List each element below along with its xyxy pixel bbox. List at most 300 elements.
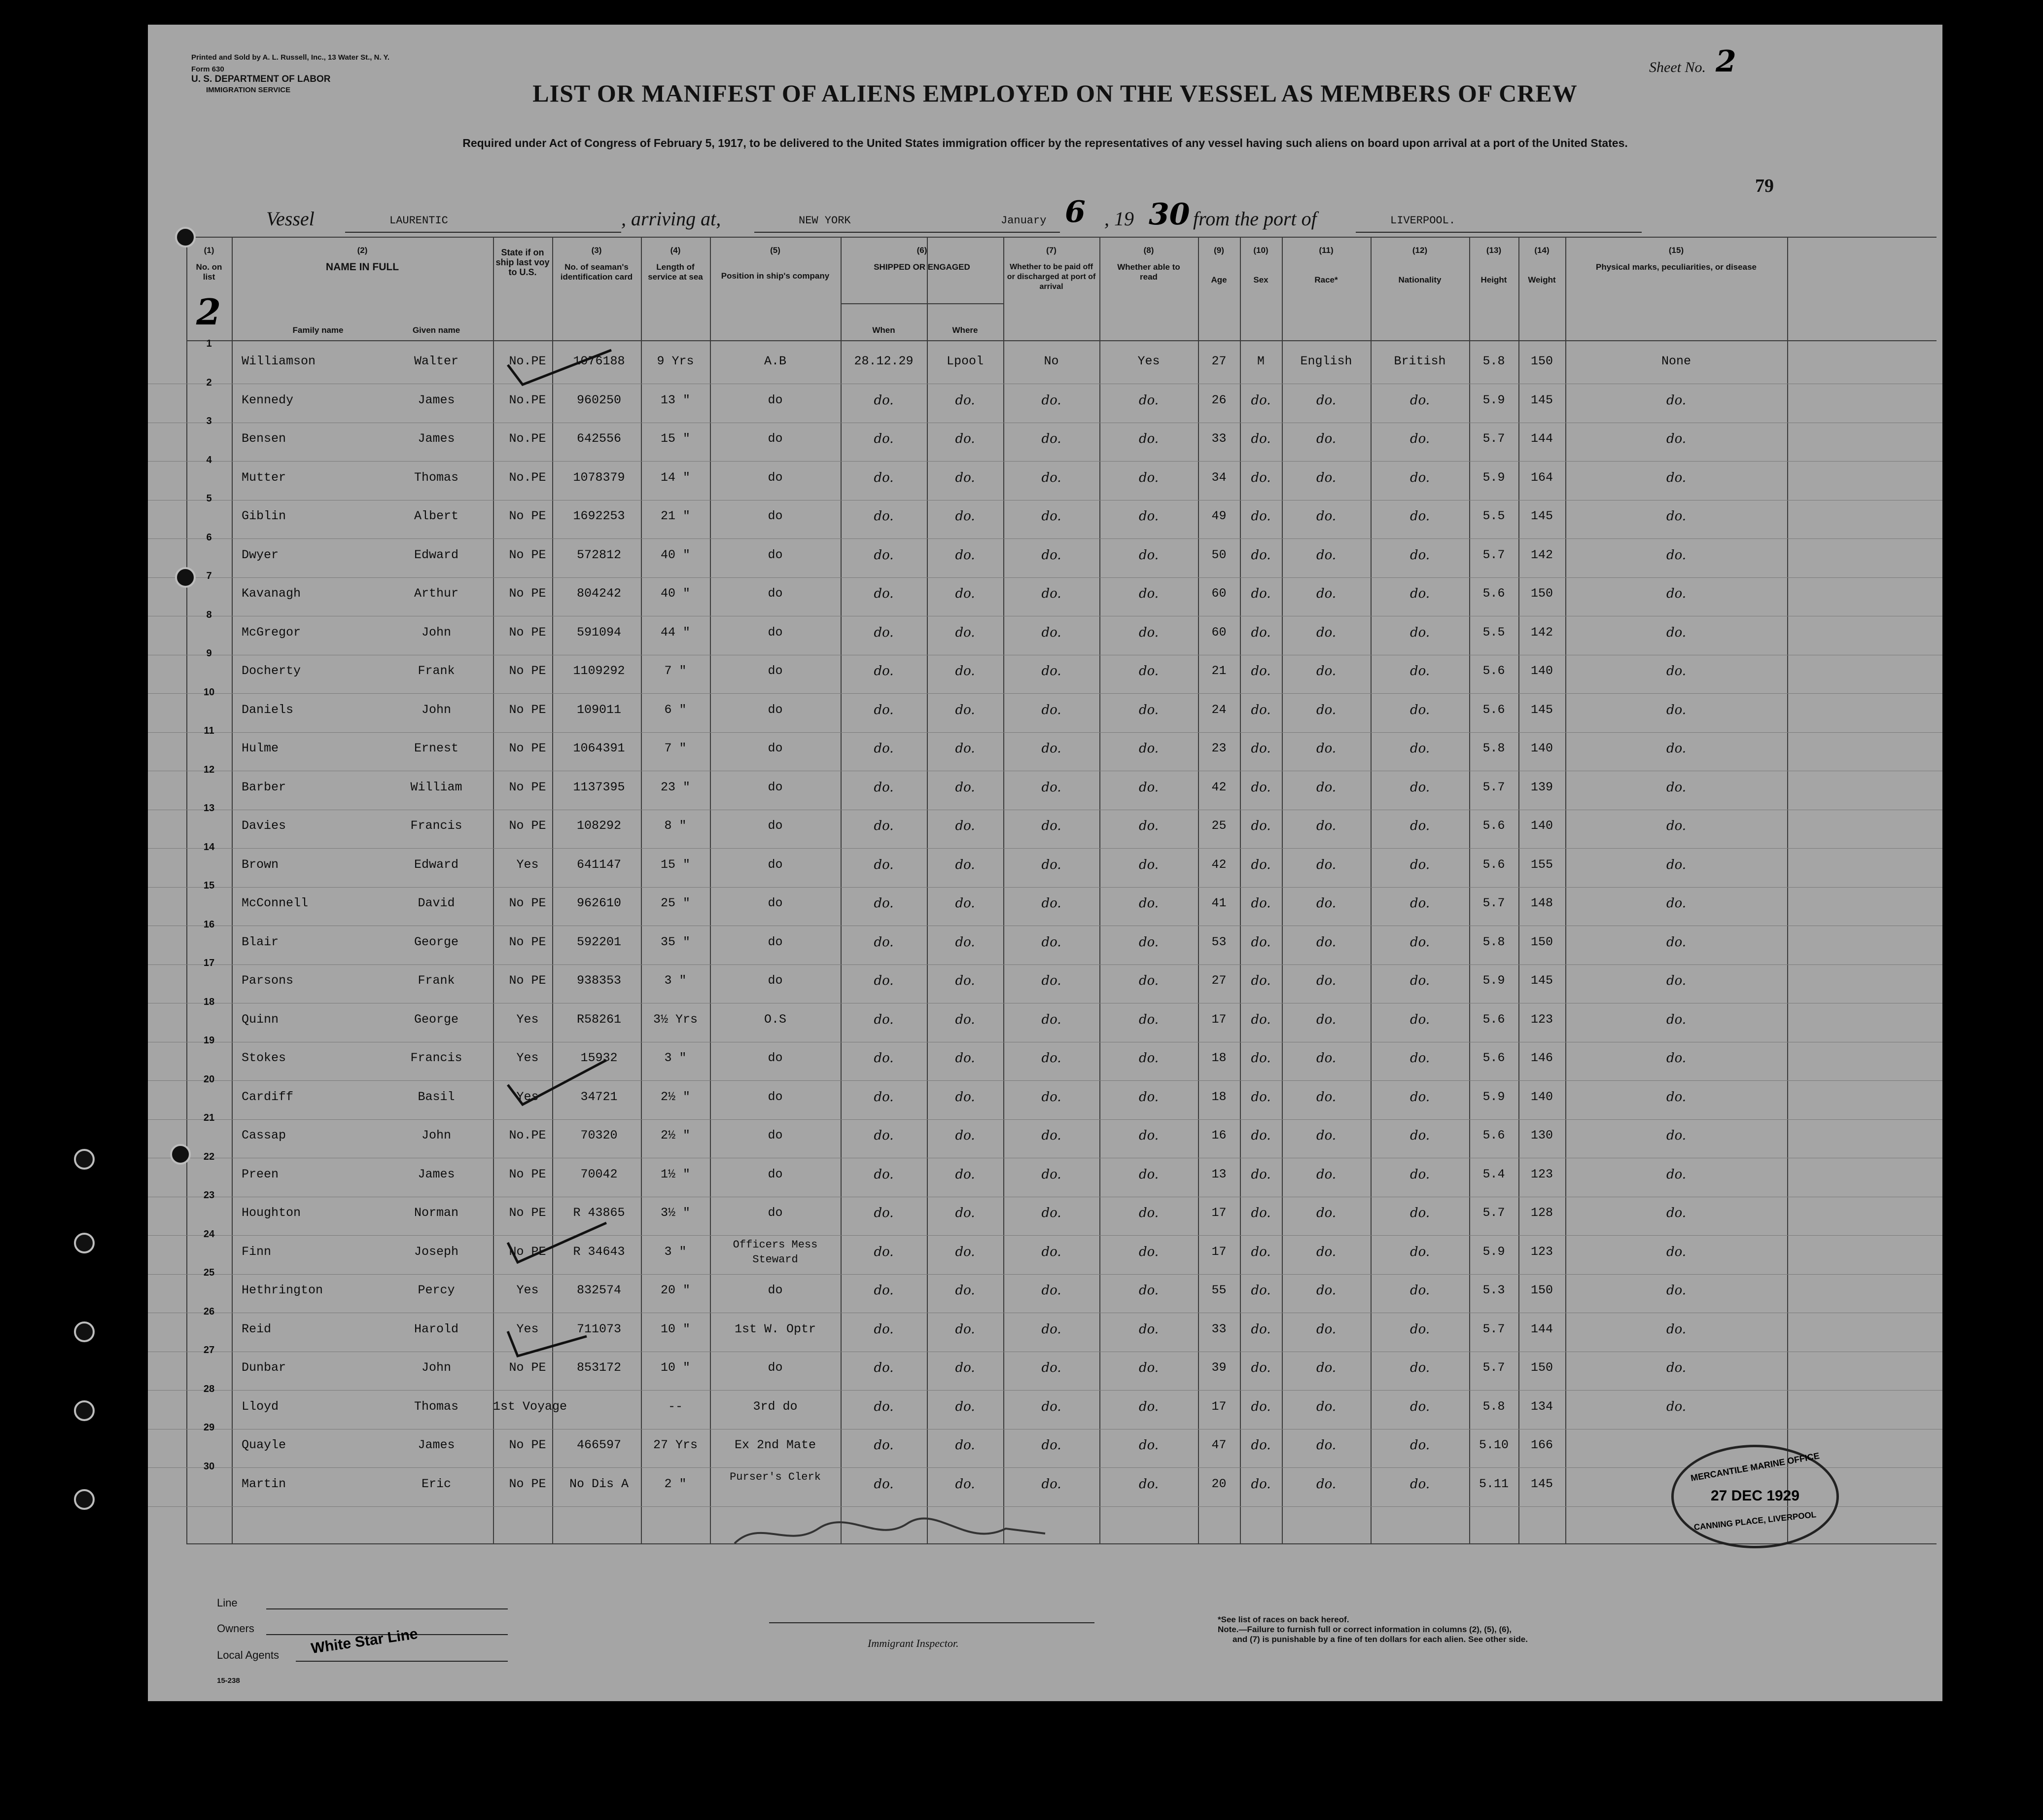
cell-family: Stokes bbox=[242, 1051, 286, 1065]
cell-race: do. bbox=[1316, 547, 1337, 563]
cell-nat: do. bbox=[1409, 1399, 1430, 1414]
cell-card: 1692253 bbox=[573, 509, 625, 523]
cell-n: 20 bbox=[203, 1073, 215, 1085]
cell-n: 28 bbox=[203, 1383, 215, 1394]
cell-position: do bbox=[768, 973, 783, 988]
cell-paid: do. bbox=[1041, 393, 1061, 408]
cell-card: No Dis A bbox=[569, 1476, 629, 1491]
cell-when: do. bbox=[874, 1244, 894, 1259]
cell-last: No PE bbox=[509, 702, 546, 717]
cell-when: do. bbox=[874, 1128, 894, 1143]
col1-num: (1) bbox=[204, 246, 214, 255]
cell-n: 29 bbox=[203, 1422, 215, 1433]
cell-race: do. bbox=[1316, 625, 1337, 640]
cell-when: do. bbox=[874, 857, 894, 872]
cell-given: Walter bbox=[414, 354, 458, 368]
col3-num: (3) bbox=[591, 246, 602, 255]
cell-family: Dwyer bbox=[242, 547, 279, 562]
cell-race: do. bbox=[1316, 509, 1337, 524]
cell-when: do. bbox=[874, 664, 894, 678]
cell-height: 5.7 bbox=[1482, 547, 1505, 562]
cell-marks: do. bbox=[1666, 702, 1687, 717]
cell-family: Quayle bbox=[242, 1438, 286, 1452]
seal-bottom-text: CANNING PLACE, LIVERPOOL bbox=[1693, 1510, 1817, 1532]
cell-marks: do. bbox=[1666, 973, 1687, 988]
cell-sex: do. bbox=[1251, 1244, 1271, 1259]
cell-position: Officers Mess Steward bbox=[733, 1238, 818, 1266]
cell-card: 1137395 bbox=[573, 780, 625, 794]
cell-height: 5.4 bbox=[1482, 1167, 1505, 1181]
punch-hole bbox=[74, 1489, 95, 1510]
cell-family: Houghton bbox=[242, 1206, 301, 1220]
cell-position: do bbox=[768, 1051, 783, 1065]
cell-age: 17 bbox=[1211, 1244, 1227, 1259]
cell-given: James bbox=[418, 1167, 455, 1181]
cell-height: 5.6 bbox=[1482, 586, 1505, 601]
page-number: 79 bbox=[1755, 176, 1774, 196]
cell-race: do. bbox=[1316, 780, 1337, 795]
cell-card: 591094 bbox=[576, 625, 621, 640]
cell-nat: do. bbox=[1409, 1476, 1430, 1492]
cell-weight: 150 bbox=[1530, 1283, 1553, 1297]
cell-given: Frank bbox=[418, 973, 455, 988]
col10-num: (10) bbox=[1253, 246, 1268, 255]
cell-race: do. bbox=[1316, 1244, 1337, 1259]
cell-position: do bbox=[768, 1089, 783, 1104]
cell-n: 25 bbox=[203, 1267, 215, 1278]
cell-race: English bbox=[1300, 354, 1352, 368]
cell-height: 5.9 bbox=[1482, 1089, 1505, 1104]
cell-height: 5.6 bbox=[1482, 857, 1505, 872]
cell-sex: do. bbox=[1251, 1283, 1271, 1298]
cell-where: do. bbox=[955, 1012, 975, 1027]
cell-card: 15932 bbox=[580, 1051, 618, 1065]
cell-weight: 150 bbox=[1530, 354, 1553, 368]
cell-last: Yes bbox=[516, 1051, 539, 1065]
cell-n: 16 bbox=[203, 919, 215, 930]
cell-position: do bbox=[768, 547, 783, 562]
cell-where: do. bbox=[955, 1128, 975, 1143]
inspector-signature-scribble bbox=[730, 1514, 1075, 1553]
table-row bbox=[148, 1267, 1942, 1313]
cell-age: 27 bbox=[1211, 973, 1227, 988]
cell-service: 2 " bbox=[664, 1476, 687, 1491]
col15-num: (15) bbox=[1668, 246, 1684, 255]
cell-family: Hethrington bbox=[242, 1283, 323, 1297]
owners-label: Owners bbox=[217, 1622, 254, 1635]
cell-position: do bbox=[768, 664, 783, 678]
table-row bbox=[148, 454, 1942, 500]
cell-height: 5.9 bbox=[1482, 393, 1505, 407]
family-name-header: Family name bbox=[292, 325, 344, 335]
cell-read: do. bbox=[1138, 702, 1159, 717]
cell-nat: do. bbox=[1409, 702, 1430, 717]
cell-family: Parsons bbox=[242, 973, 294, 988]
cell-race: do. bbox=[1316, 857, 1337, 872]
cell-nat: do. bbox=[1409, 741, 1430, 756]
table-row bbox=[148, 841, 1942, 888]
document-title: LIST OR MANIFEST OF ALIENS EMPLOYED ON THE VESSEL AS MEMBERS OF CREW bbox=[532, 79, 1578, 107]
cell-last: No.PE bbox=[509, 470, 546, 485]
cell-card: R58261 bbox=[576, 1012, 621, 1027]
cell-n: 14 bbox=[203, 841, 215, 853]
cell-sex: do. bbox=[1251, 934, 1271, 950]
cell-given: David bbox=[418, 896, 455, 910]
cell-paid: do. bbox=[1041, 1167, 1061, 1182]
cell-marks: do. bbox=[1666, 1206, 1687, 1220]
cell-n: 2 bbox=[206, 377, 212, 388]
cell-read: do. bbox=[1138, 934, 1159, 950]
cell-n: 9 bbox=[206, 648, 212, 659]
cell-weight: 140 bbox=[1530, 1089, 1553, 1104]
cell-card: 109011 bbox=[576, 702, 621, 717]
cell-race: do. bbox=[1316, 1012, 1337, 1027]
cell-marks: do. bbox=[1666, 1399, 1687, 1414]
note-penalty-2: and (7) is punishable by a fine of ten dollars for each alien. See other side. bbox=[1233, 1635, 1528, 1644]
cell-nat: do. bbox=[1409, 1167, 1430, 1182]
cell-given: Percy bbox=[418, 1283, 455, 1297]
cell-age: 21 bbox=[1211, 664, 1227, 678]
cell-n: 23 bbox=[203, 1190, 215, 1201]
cell-sex: do. bbox=[1251, 1051, 1271, 1066]
cell-weight: 123 bbox=[1530, 1167, 1553, 1181]
cell-marks: do. bbox=[1666, 780, 1687, 795]
cell-where: do. bbox=[955, 625, 975, 640]
table-row bbox=[148, 648, 1942, 694]
cell-family: Kavanagh bbox=[242, 586, 301, 601]
from-port-label: from the port of bbox=[1193, 208, 1317, 230]
cell-marks: do. bbox=[1666, 586, 1687, 601]
cell-when: do. bbox=[874, 1012, 894, 1027]
cell-when: do. bbox=[874, 1321, 894, 1337]
cell-service: 23 " bbox=[660, 780, 690, 794]
cell-sex: do. bbox=[1251, 1012, 1271, 1027]
cell-paid: do. bbox=[1041, 1399, 1061, 1414]
cell-when: 28.12.29 bbox=[854, 354, 914, 368]
cell-n: 6 bbox=[206, 532, 212, 543]
cell-weight: 145 bbox=[1530, 973, 1553, 988]
cell-paid: do. bbox=[1041, 896, 1061, 911]
cell-race: do. bbox=[1316, 1438, 1337, 1453]
cell-family: Reid bbox=[242, 1321, 272, 1336]
cell-card: 642556 bbox=[576, 431, 621, 446]
cell-last: No PE bbox=[509, 1206, 546, 1220]
cell-position: do bbox=[768, 1128, 783, 1142]
cell-where: do. bbox=[955, 1089, 975, 1105]
cell-height: 5.6 bbox=[1482, 1051, 1505, 1065]
cell-sex: do. bbox=[1251, 664, 1271, 678]
cell-family: Quinn bbox=[242, 1012, 279, 1027]
line-label: Line bbox=[217, 1597, 238, 1609]
cell-read: do. bbox=[1138, 431, 1159, 446]
cell-card: 466597 bbox=[576, 1438, 621, 1452]
cell-paid: do. bbox=[1041, 1089, 1061, 1105]
cell-given: Thomas bbox=[414, 470, 458, 485]
cell-race: do. bbox=[1316, 1128, 1337, 1143]
arrival-year: 30 bbox=[1149, 197, 1190, 232]
cell-read: do. bbox=[1138, 470, 1159, 485]
cell-read: do. bbox=[1138, 741, 1159, 756]
cell-where: do. bbox=[955, 896, 975, 911]
cell-card: 1078379 bbox=[573, 470, 625, 485]
cell-given: John bbox=[421, 625, 451, 640]
cell-sex: M bbox=[1257, 354, 1265, 368]
cell-height: 5.5 bbox=[1482, 509, 1505, 523]
cell-family: Bensen bbox=[242, 431, 286, 446]
table-row bbox=[148, 1306, 1942, 1352]
cell-weight: 134 bbox=[1530, 1399, 1553, 1414]
cell-position: 3rd do bbox=[753, 1399, 798, 1414]
cell-given: George bbox=[414, 1012, 458, 1027]
cell-nat: do. bbox=[1409, 1244, 1430, 1259]
col6-label: SHIPPED OR ENGAGED bbox=[874, 262, 970, 272]
cell-service: 40 " bbox=[660, 586, 690, 601]
cell-n: 13 bbox=[203, 803, 215, 814]
year-prefix: , 19 bbox=[1104, 208, 1134, 230]
cell-service: 3 " bbox=[664, 1244, 687, 1259]
cell-height: 5.8 bbox=[1482, 1399, 1505, 1414]
cell-when: do. bbox=[874, 1399, 894, 1414]
cell-last: No PE bbox=[509, 1244, 546, 1259]
col6-num: (6) bbox=[916, 246, 927, 255]
cell-position: do bbox=[768, 1206, 783, 1220]
cell-position: O.S bbox=[764, 1012, 786, 1027]
cell-card: 960250 bbox=[576, 393, 621, 407]
sheet-label: Sheet No. bbox=[1649, 59, 1706, 75]
cell-age: 27 bbox=[1211, 354, 1227, 368]
cell-last: Yes bbox=[516, 1012, 539, 1027]
cell-race: do. bbox=[1316, 393, 1337, 408]
cell-sex: do. bbox=[1251, 625, 1271, 640]
cell-given: George bbox=[414, 934, 458, 949]
cell-family: McConnell bbox=[242, 896, 309, 910]
cell-weight: 145 bbox=[1530, 1476, 1553, 1491]
cell-sex: do. bbox=[1251, 857, 1271, 872]
cell-height: 5.8 bbox=[1482, 741, 1505, 755]
cell-nat: do. bbox=[1409, 896, 1430, 911]
cell-age: 23 bbox=[1211, 741, 1227, 755]
cell-paid: do. bbox=[1041, 1283, 1061, 1298]
col12-num: (12) bbox=[1412, 246, 1428, 255]
cell-paid: do. bbox=[1041, 664, 1061, 678]
cell-where: do. bbox=[955, 857, 975, 872]
cell-last: No.PE bbox=[509, 431, 546, 446]
cell-race: do. bbox=[1316, 470, 1337, 485]
table-row bbox=[148, 493, 1942, 539]
cell-age: 60 bbox=[1211, 625, 1227, 640]
cell-where: do. bbox=[955, 1399, 975, 1414]
cell-card: 1109292 bbox=[573, 664, 625, 678]
cell-marks: do. bbox=[1666, 470, 1687, 485]
cell-nat: do. bbox=[1409, 470, 1430, 485]
cell-given: William bbox=[410, 780, 462, 794]
cell-service: 13 " bbox=[660, 393, 690, 407]
cell-read: do. bbox=[1138, 1051, 1159, 1066]
cell-when: do. bbox=[874, 973, 894, 988]
cell-race: do. bbox=[1316, 1051, 1337, 1066]
cell-service: 40 " bbox=[660, 547, 690, 562]
cell-nat: do. bbox=[1409, 1438, 1430, 1453]
cell-weight: 164 bbox=[1530, 470, 1553, 485]
cell-weight: 166 bbox=[1530, 1438, 1553, 1452]
cell-position: 1st W. Optr bbox=[734, 1321, 816, 1336]
cell-last: No PE bbox=[509, 819, 546, 833]
cell-family: Williamson bbox=[242, 354, 316, 368]
cell-where: do. bbox=[955, 547, 975, 563]
cell-marks: do. bbox=[1666, 393, 1687, 408]
table-row bbox=[148, 880, 1942, 926]
col15-label: Physical marks, peculiarities, or disease bbox=[1595, 262, 1757, 272]
cell-when: do. bbox=[874, 547, 894, 563]
cell-nat: do. bbox=[1409, 509, 1430, 524]
cell-service: 15 " bbox=[660, 431, 690, 446]
cell-given: Arthur bbox=[414, 586, 458, 601]
cell-service: 21 " bbox=[660, 509, 690, 523]
cell-where: do. bbox=[955, 1360, 975, 1375]
cell-weight: 145 bbox=[1530, 393, 1553, 407]
cell-card: R 43865 bbox=[573, 1206, 625, 1220]
mercantile-marine-office-seal bbox=[1671, 1445, 1839, 1548]
cell-last: No PE bbox=[509, 625, 546, 640]
cell-last: No.PE bbox=[509, 1128, 546, 1142]
cell-card: 34721 bbox=[580, 1089, 618, 1104]
table-row bbox=[148, 1190, 1942, 1236]
cell-read: do. bbox=[1138, 586, 1159, 601]
col5-label: Position in ship's company bbox=[721, 271, 830, 281]
seal-date: 27 DEC 1929 bbox=[1710, 1488, 1800, 1504]
cell-card: R 34643 bbox=[573, 1244, 625, 1259]
cell-when: do. bbox=[874, 1206, 894, 1220]
cell-age: 20 bbox=[1211, 1476, 1227, 1491]
cell-when: do. bbox=[874, 625, 894, 640]
cell-service: 35 " bbox=[660, 934, 690, 949]
col8-num: (8) bbox=[1143, 246, 1154, 255]
cell-family: Martin bbox=[242, 1476, 286, 1491]
cell-service: 7 " bbox=[664, 664, 687, 678]
cell-read: do. bbox=[1138, 509, 1159, 524]
cell-where: do. bbox=[955, 1167, 975, 1182]
cell-where: do. bbox=[955, 702, 975, 717]
cell-position: Ex 2nd Mate bbox=[734, 1438, 816, 1452]
cell-position: do bbox=[768, 1167, 783, 1181]
cell-read: do. bbox=[1138, 896, 1159, 911]
cell-last: Yes bbox=[516, 857, 539, 872]
table-row bbox=[148, 1383, 1942, 1429]
col7-num: (7) bbox=[1046, 246, 1057, 255]
cell-service: 27 Yrs bbox=[653, 1438, 698, 1452]
cell-when: do. bbox=[874, 1051, 894, 1066]
cell-weight: 150 bbox=[1530, 934, 1553, 949]
cell-where: do. bbox=[955, 1206, 975, 1220]
cell-paid: do. bbox=[1041, 1051, 1061, 1066]
note-races: *See list of races on back hereof. bbox=[1218, 1615, 1349, 1624]
cell-nat: do. bbox=[1409, 1128, 1430, 1143]
cell-paid: do. bbox=[1041, 1321, 1061, 1337]
cell-nat: do. bbox=[1409, 1206, 1430, 1220]
cell-paid: do. bbox=[1041, 547, 1061, 563]
cell-sex: do. bbox=[1251, 547, 1271, 563]
cell-sex: do. bbox=[1251, 1438, 1271, 1453]
cell-age: 42 bbox=[1211, 780, 1227, 794]
cell-n: 11 bbox=[204, 725, 214, 736]
cell-read: do. bbox=[1138, 1321, 1159, 1337]
form-number: Form 630 bbox=[191, 65, 224, 73]
cell-read: do. bbox=[1138, 973, 1159, 988]
cell-read: do. bbox=[1138, 625, 1159, 640]
cell-family: Docherty bbox=[242, 664, 301, 678]
cell-sex: do. bbox=[1251, 1476, 1271, 1492]
cell-read: do. bbox=[1138, 1283, 1159, 1298]
cell-card: 641147 bbox=[576, 857, 621, 872]
cell-marks: do. bbox=[1666, 664, 1687, 678]
cell-sex: do. bbox=[1251, 973, 1271, 988]
col14-label: Weight bbox=[1528, 275, 1556, 285]
cell-family: Giblin bbox=[242, 509, 286, 523]
cell-paid: No bbox=[1044, 354, 1059, 368]
cell-nat: do. bbox=[1409, 780, 1430, 795]
list-number: 2 bbox=[196, 291, 221, 333]
cell-marks: do. bbox=[1666, 625, 1687, 640]
cell-when: do. bbox=[874, 896, 894, 911]
cell-position: do bbox=[768, 702, 783, 717]
cell-service: 15 " bbox=[660, 857, 690, 872]
cell-where: do. bbox=[955, 586, 975, 601]
cell-given: John bbox=[421, 1360, 451, 1375]
cell-weight: 123 bbox=[1530, 1244, 1553, 1259]
cell-weight: 150 bbox=[1530, 586, 1553, 601]
cell-read: do. bbox=[1138, 1399, 1159, 1414]
punch-hole bbox=[74, 1233, 95, 1253]
cell-position: do bbox=[768, 857, 783, 872]
cell-given: Ernest bbox=[414, 741, 458, 755]
cell-given: Thomas bbox=[414, 1399, 458, 1414]
cell-where: do. bbox=[955, 741, 975, 756]
table-row bbox=[148, 1073, 1942, 1120]
cell-given: Edward bbox=[414, 547, 458, 562]
cell-nat: British bbox=[1394, 354, 1446, 368]
cell-height: 5.7 bbox=[1482, 896, 1505, 910]
cell-last: No PE bbox=[509, 896, 546, 910]
cell-card: 938353 bbox=[576, 973, 621, 988]
cell-where: do. bbox=[955, 1244, 975, 1259]
cell-last: No PE bbox=[509, 1167, 546, 1181]
cell-given: Harold bbox=[414, 1321, 458, 1336]
cell-card: 804242 bbox=[576, 586, 621, 601]
cell-weight: 145 bbox=[1530, 702, 1553, 717]
cell-nat: do. bbox=[1409, 1321, 1430, 1337]
col1-label: No. on list bbox=[196, 262, 222, 282]
table-row bbox=[148, 377, 1942, 423]
cell-n: 26 bbox=[203, 1306, 215, 1317]
table-row bbox=[148, 338, 1942, 384]
cell-marks: do. bbox=[1666, 896, 1687, 911]
from-port: LIVERPOOL. bbox=[1390, 214, 1456, 227]
col14-num: (14) bbox=[1534, 246, 1550, 255]
cell-read: do. bbox=[1138, 1167, 1159, 1182]
cell-sex: do. bbox=[1251, 1206, 1271, 1220]
cell-card: 1076188 bbox=[573, 354, 625, 368]
cell-position: do bbox=[768, 431, 783, 446]
cell-where: do. bbox=[955, 934, 975, 950]
cell-where: do. bbox=[955, 1051, 975, 1066]
cell-where: do. bbox=[955, 973, 975, 988]
cell-sex: do. bbox=[1251, 470, 1271, 485]
cell-when: do. bbox=[874, 1476, 894, 1492]
cell-where: do. bbox=[955, 780, 975, 795]
cell-marks: do. bbox=[1666, 1012, 1687, 1027]
cell-weight: 150 bbox=[1530, 1360, 1553, 1375]
punch-hole bbox=[74, 1400, 95, 1421]
